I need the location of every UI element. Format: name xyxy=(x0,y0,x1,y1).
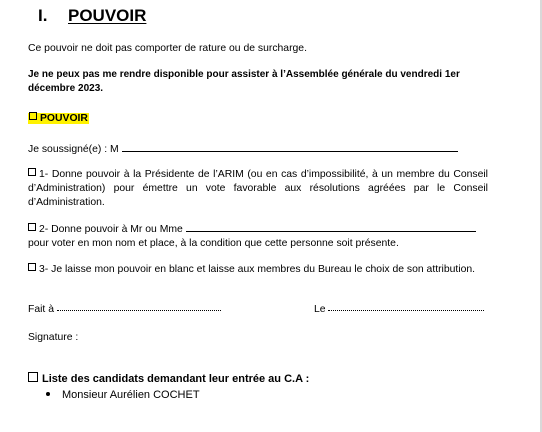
option-3-text: 3- Je laisse mon pouvoir en blanc et laisse aux membres du Bureau le choix de son attribution. xyxy=(39,264,476,275)
section-heading xyxy=(38,6,146,26)
candidates-heading-text: Liste des candidats demandant leur entrée au C.A : xyxy=(42,373,310,385)
list-item xyxy=(46,388,200,402)
section-title: POUVOIR xyxy=(68,6,147,25)
section-number: I. xyxy=(38,6,48,25)
option-2-line-1 xyxy=(28,223,476,237)
pouvoir-label: POUVOIR xyxy=(40,113,88,124)
option-2-name-line[interactable] xyxy=(186,230,476,232)
pouvoir-marker xyxy=(28,112,89,126)
soussigne-label: Je soussigné(e) : M xyxy=(28,144,119,155)
candidates-heading xyxy=(28,372,309,386)
option-1 xyxy=(28,168,488,210)
checkbox-option-3-icon[interactable] xyxy=(28,263,36,271)
bullet-icon xyxy=(46,392,50,396)
fait-row xyxy=(28,303,221,317)
le-dotted-line[interactable] xyxy=(328,309,484,311)
signature-label: Signature : xyxy=(28,332,79,343)
intro-text: Ce pouvoir ne doit pas comporter de rature ou de surcharge. xyxy=(28,43,307,54)
candidate-name: Monsieur Aurélien COCHET xyxy=(62,389,200,401)
checkbox-icon[interactable] xyxy=(29,112,37,120)
checkbox-option-2-icon[interactable] xyxy=(28,223,36,231)
soussigne-row xyxy=(28,143,458,157)
le-label: Le xyxy=(314,304,326,315)
option-1-text: 1- Donne pouvoir à la Présidente de l’ARIM (ou en cas d’impossibilité, à un membre du Conseil d’Administration) pour émettre un vote favorable aux résolutions agréées par le Conseil d’Administration. xyxy=(28,169,488,208)
notice-text: Je ne peux pas me rendre disponible pour assister à l’Assemblée générale du vendredi 1er décembre 2023. xyxy=(28,69,460,94)
soussigne-name-line[interactable] xyxy=(122,150,458,152)
pouvoir-highlight xyxy=(28,113,89,124)
le-row xyxy=(314,303,484,317)
fait-label: Fait à xyxy=(28,304,54,315)
option-2-line-2: pour voter en mon nom et place, à la condition que cette personne soit présente. xyxy=(28,238,399,249)
candidates-checkbox-icon[interactable] xyxy=(28,372,38,382)
fait-dotted-line[interactable] xyxy=(57,309,221,311)
checkbox-option-1-icon[interactable] xyxy=(28,168,36,176)
option-2-text: 2- Donne pouvoir à Mr ou Mme xyxy=(39,224,183,235)
option-3 xyxy=(28,263,475,277)
